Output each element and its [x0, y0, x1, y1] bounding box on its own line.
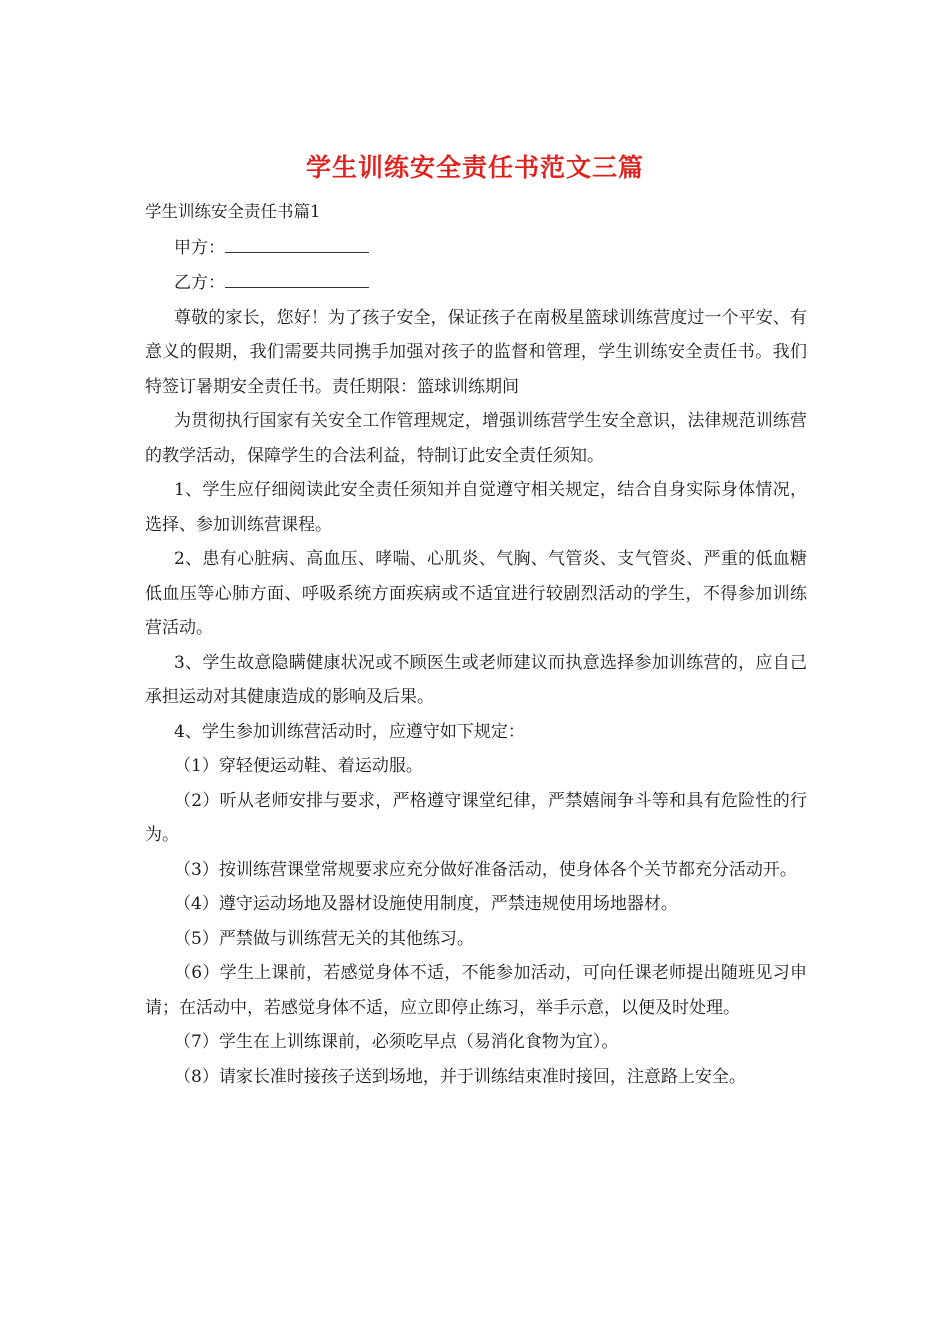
party-b-line [145, 265, 807, 301]
paragraph: （7）学生在上训练课前，必须吃早点（易消化食物为宜）。 [174, 1032, 619, 1052]
party-b-blank [225, 265, 369, 288]
paragraph: 尊敬的家长，您好！为了孩子安全，保证孩子在南极星篮球训练营度过一个平安、有意义的假期，我们需要共同携手加强对孩子的监督和管理，学生训练安全责任书。我们特签订暑期安全责任书。责任期限：篮球训练期间 [145, 307, 807, 397]
party-a-line [145, 230, 807, 266]
paragraph: 为贯彻执行国家有关安全工作管理规定，增强训练营学生安全意识，法律规范训练营的教学活动，保障学生的合法利益，特制订此安全责任须知。 [145, 411, 807, 466]
paragraph: （2）听从老师安排与要求，严格遵守课堂纪律，严禁嬉闹争斗等和具有危险性的行为。 [145, 790, 807, 845]
paragraph: 1、学生应仔细阅读此安全责任须知并自觉遵守相关规定，结合自身实际身体情况，选择、参加训练营课程。 [145, 480, 807, 535]
paragraph: （8）请家长准时接孩子送到场地，并于训练结束准时接回，注意路上安全。 [174, 1066, 746, 1087]
document-title: 学生训练安全责任书范文三篇 [305, 153, 644, 182]
document-body [145, 195, 807, 1094]
paragraph: 4、学生参加训练营活动时，应遵守如下规定： [174, 721, 525, 742]
party-a-label: 甲方： [174, 237, 225, 258]
paragraph: （4）遵守运动场地及器材设施使用制度，严禁违规使用场地器材。 [174, 894, 678, 914]
paragraph: （6）学生上课前，若感觉身体不适，不能参加活动，可向任课老师提出随班见习申请；在活动中，若感觉身体不适，应立即停止练习，举手示意，以便及时处理。 [145, 963, 807, 1018]
section-heading: 学生训练安全责任书篇1 [145, 202, 321, 221]
party-b-label: 乙方： [174, 273, 225, 293]
paragraph: 2、患有心脏病、高血压、哮喘、心肌炎、气胸、气管炎、支气管炎、严重的低血糖低血压等心肺方面、呼吸系统方面疾病或不适宜进行较剧烈活动的学生，不得参加训练营活动。 [145, 549, 807, 638]
party-a-blank [225, 230, 369, 253]
paragraph: （3）按训练营课堂常规要求应充分做好准备活动，使身体各个关节都充分活动开。 [174, 859, 797, 880]
paragraph: （1）穿轻便运动鞋、着运动服。 [174, 756, 423, 776]
paragraph: （5）严禁做与训练营无关的其他练习。 [174, 928, 474, 949]
paragraph: 3、学生故意隐瞒健康状况或不顾医生或老师建议而执意选择参加训练营的，应自己承担运动对其健康造成的影响及后果。 [145, 652, 807, 707]
